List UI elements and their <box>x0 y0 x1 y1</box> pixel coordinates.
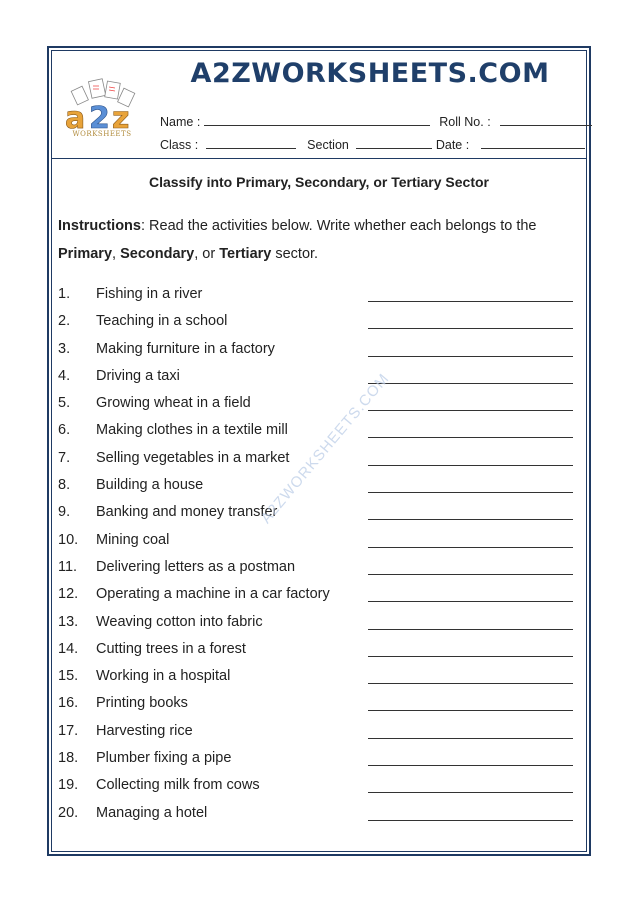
item-number: 17. <box>58 722 79 739</box>
section-field[interactable] <box>356 136 432 149</box>
item-number: 18. <box>58 750 79 767</box>
instructions-text-1: : Read the activities below. Write whether each belongs to the <box>140 218 537 234</box>
item-text: Mining coal <box>96 531 170 548</box>
item-number: 8. <box>58 477 71 494</box>
class-label: Class : <box>160 138 199 152</box>
primary-term: Primary <box>58 246 113 262</box>
answer-line[interactable] <box>368 328 573 329</box>
item-number: 11. <box>58 558 78 575</box>
tertiary-term: Tertiary <box>219 246 272 262</box>
list-item <box>58 584 578 611</box>
class-field[interactable] <box>206 136 296 149</box>
activity-list <box>58 284 578 830</box>
answer-line[interactable] <box>368 547 573 548</box>
list-item <box>58 311 578 338</box>
item-number: 14. <box>58 640 79 657</box>
item-number: 15. <box>58 668 79 685</box>
item-text: Teaching in a school <box>96 313 228 330</box>
answer-line[interactable] <box>368 765 573 766</box>
item-text: Growing wheat in a field <box>96 395 251 412</box>
item-text: Making clothes in a textile mill <box>96 422 288 439</box>
item-text: Cutting trees in a forest <box>96 640 246 657</box>
item-number: 16. <box>58 695 79 712</box>
answer-line[interactable] <box>368 465 573 466</box>
item-number: 2. <box>58 313 71 330</box>
svg-text:2: 2 <box>89 101 110 136</box>
date-field[interactable] <box>481 136 585 149</box>
item-text: Plumber fixing a pipe <box>96 750 232 767</box>
section-label: Section <box>307 138 349 152</box>
item-text: Building a house <box>96 477 204 494</box>
instructions-label: Instructions <box>58 218 141 234</box>
list-item <box>58 502 578 529</box>
item-number: 5. <box>58 395 71 412</box>
answer-line[interactable] <box>368 601 573 602</box>
instructions <box>58 212 578 268</box>
svg-text:a: a <box>65 101 86 136</box>
item-number: 12. <box>58 586 79 603</box>
list-item <box>58 557 578 584</box>
list-item <box>58 284 578 311</box>
item-number: 3. <box>58 340 71 357</box>
item-text: Selling vegetables in a market <box>96 449 290 466</box>
answer-line[interactable] <box>368 383 573 384</box>
list-item <box>58 721 578 748</box>
item-text: Harvesting rice <box>96 722 193 739</box>
item-number: 4. <box>58 367 71 384</box>
item-number: 7. <box>58 449 71 466</box>
answer-line[interactable] <box>368 492 573 493</box>
list-item <box>58 748 578 775</box>
list-item <box>58 393 578 420</box>
watermark: A2ZWORKSHEETS.COM <box>257 370 393 527</box>
answer-line[interactable] <box>368 519 573 520</box>
date-label: Date : <box>435 138 470 152</box>
item-text: Delivering letters as a postman <box>96 558 296 575</box>
item-text: Operating a machine in a car factory <box>96 586 330 603</box>
list-item <box>58 775 578 802</box>
item-number: 1. <box>58 286 71 302</box>
svg-text:z: z <box>112 101 130 136</box>
item-number: 9. <box>58 504 71 521</box>
instructions-sep-2: , or <box>194 246 220 262</box>
answer-line[interactable] <box>368 656 573 657</box>
answer-line[interactable] <box>368 437 573 438</box>
name-label: Name : <box>160 115 201 129</box>
list-item <box>58 612 578 639</box>
item-text: Printing books <box>96 695 188 712</box>
logo-caption: WORKSHEETS <box>72 130 132 138</box>
site-title: A2ZWORKSHEETS.COM <box>190 58 550 89</box>
answer-line[interactable] <box>368 629 573 630</box>
item-text: Working in a hospital <box>96 668 231 685</box>
roll-field[interactable] <box>500 113 592 126</box>
worksheet-heading: Classify into Primary, Secondary, or Tertiary Sector <box>148 174 489 190</box>
secondary-term: Secondary <box>120 246 195 262</box>
list-item <box>58 803 578 830</box>
item-text: Managing a hotel <box>96 804 208 821</box>
answer-line[interactable] <box>368 301 573 302</box>
item-number: 13. <box>58 613 79 630</box>
item-text: Fishing in a river <box>96 286 203 302</box>
item-number: 10. <box>58 531 79 548</box>
instructions-text-2: sector. <box>271 246 319 262</box>
roll-label: Roll No. : <box>439 115 491 129</box>
answer-line[interactable] <box>368 820 573 821</box>
header-divider <box>51 158 587 159</box>
list-item <box>58 666 578 693</box>
item-text: Making furniture in a factory <box>96 340 275 357</box>
answer-line[interactable] <box>368 410 573 411</box>
list-item <box>58 530 578 557</box>
name-roll-row <box>160 113 592 129</box>
list-item <box>58 339 578 366</box>
name-field[interactable] <box>204 113 430 126</box>
item-text: Collecting milk from cows <box>96 777 260 794</box>
list-item <box>58 366 578 393</box>
answer-line[interactable] <box>368 574 573 575</box>
answer-line[interactable] <box>368 738 573 739</box>
item-number: 20. <box>58 804 79 821</box>
answer-line[interactable] <box>368 710 573 711</box>
list-item <box>58 639 578 666</box>
answer-line[interactable] <box>368 356 573 357</box>
item-text: Driving a taxi <box>96 367 180 384</box>
answer-line[interactable] <box>368 683 573 684</box>
item-number: 19. <box>58 777 79 794</box>
list-item <box>58 475 578 502</box>
item-number: 6. <box>58 422 71 439</box>
answer-line[interactable] <box>368 792 573 793</box>
class-section-date-row <box>160 136 585 152</box>
item-text: Banking and money transfer <box>96 504 278 521</box>
list-item <box>58 693 578 720</box>
item-text: Weaving cotton into fabric <box>96 613 263 630</box>
instructions-sep-1: , <box>112 246 121 262</box>
